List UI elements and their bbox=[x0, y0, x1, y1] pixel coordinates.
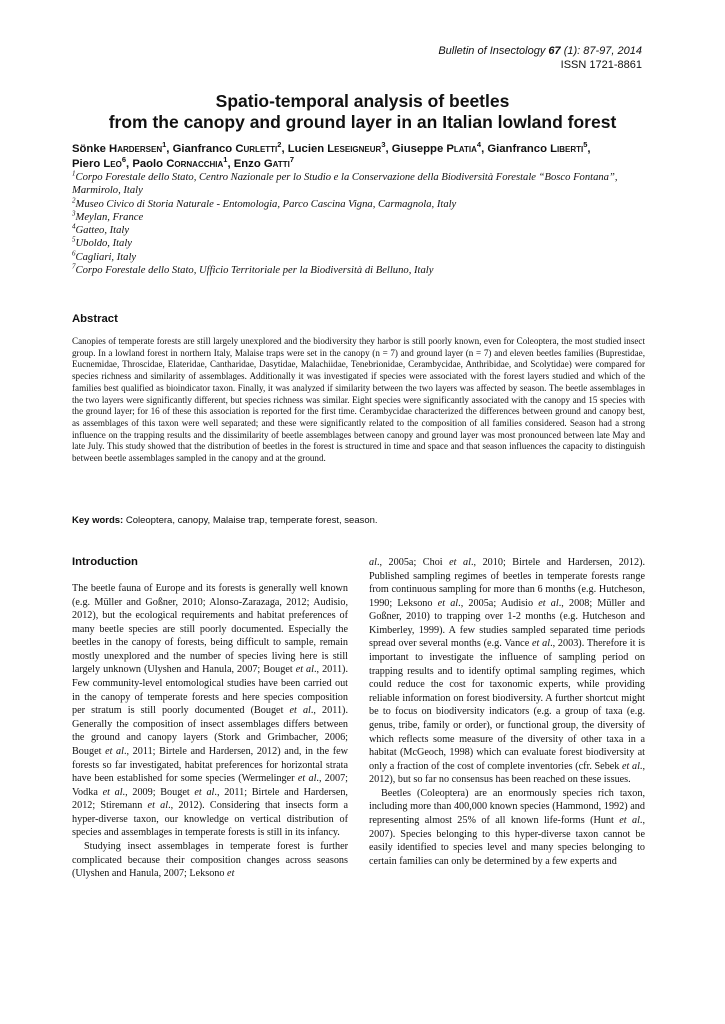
author: Gianfranco Liberti$^5$, bbox=[487, 140, 591, 155]
title-line-2: from the canopy and ground layer in an Italian lowland forest bbox=[108, 112, 617, 132]
affiliation: $^6$Cagliari, Italy bbox=[72, 249, 137, 263]
author-list bbox=[72, 142, 655, 171]
affiliation: $^7$Corpo Forestale dello Stato, Ufficio Territoriale per la Biodiversità di Belluno, Italy bbox=[72, 262, 434, 277]
affiliation: $^5$Uboldo, Italy bbox=[72, 235, 132, 250]
author: Lucien Leseigneur$^3$, bbox=[287, 140, 392, 155]
abstract-heading: Abstract bbox=[72, 313, 118, 325]
keywords: Key words: Coleoptera, canopy, Malaise trap, temperate forest, season. bbox=[72, 515, 378, 526]
affiliations bbox=[72, 171, 643, 277]
issn: ISSN 1721-8861 bbox=[560, 59, 642, 71]
journal-citation: Bulletin of Insectology 67 (1): 87-97, 2014 bbox=[438, 45, 642, 57]
author: Piero Leo$^6$, bbox=[72, 154, 133, 170]
author: Giuseppe Platia$^4$, bbox=[391, 140, 488, 155]
abstract-text: Canopies of temperate forests are still largely unexplored and the biodiversity they harbor is still poorly known, even for Coleoptera, the most studied insect group. In a lowland forest in northern Italy, Malaise traps were set in the canopy (n = 7) and ground layer (n = 7) and eleven beetles families (Buprestidae, Eucnemidae, Throscidae, Elateridae, Cantharidae, Dasytidae, Malachiidae, Tenebrionidae, Cerambycidae, Anthribidae, and Scolytidae) were compared for species richness and similarity of assemblages. Additionally it was investigated if species were associated with the forest layers studied and which of the families best qualified as bioindicator taxon. Finally, it was analyzed if similarity between the two layers was affected by season. The beetle assemblages in the two layers were significantly different, but species richness was similar. Eight species were significantly associated with the canopy and 15 species with the ground layer; for 16 of these this association is reported for the first time. Cerambycidae characterized the differences between ground and canopy best, as assemblages of this taxon were well separated; and these were significantly related to the composition of all families considered. Season had a strong influence on the trapping results and the dissimilarity of beetle assemblages between canopy and ground layer was most pronounced between late May and late July. This study showed that the distribution of beetles in the forest is structured in time and space and that season influences the capacity to distinguish between beetle assemblages sampled in the canopy and at the ground. bbox=[72, 336, 645, 464]
right-column bbox=[369, 556, 645, 868]
author: Paolo Cornacchia$^1$, bbox=[132, 154, 234, 170]
paragraph: Studying insect assemblages in temperate forest is further complicated because their composition changes across seasons (Ulyshen and Hanula, 2007; Leksono et bbox=[72, 840, 348, 880]
journal-header bbox=[438, 44, 642, 72]
affiliation: $^4$Gatteo, Italy bbox=[72, 222, 130, 237]
paragraph: Beetles (Coleoptera) are an enormously species rich taxon, including more than 400,000 known species (Hammond, 1992) and representing almost 25% of all known life-forms (Hunt et al., 2007). Species belonging to this hyper-diverse taxon cannot be easily identified to species level and many species belonging to certain families can only be determined by a few experts and bbox=[369, 787, 645, 867]
affiliation: $^2$Museo Civico di Storia Naturale - Entomologia, Parco Cascina Vigna, Carmagnola, Italy bbox=[72, 196, 457, 210]
paragraph: al., 2005a; Choi et al., 2010; Birtele and Hardersen, 2012). Published sampling regimes of beetles in temperate forests range from continuous sampling for more than 6 months (e.g. Hutcheson, 1990; Leksono et al., 2005a; Audisio et al., 2008; Müller and Goßner, 2010) to trapping over 1-2 months (e.g. Hutcheson and Kimberley, 1999). A few studies sampled separated time periods spread over several months (e.g. Vance et al., 2003). Therefore it is important to investigate the influence of sampling period on trapping results and to identify optimal sampling regimes, which could reduce the cost for taxonomic experts, while providing reliable information on forest biodiversity. A further shortcut might be to focus on biodiversity indicators (e.g. a group of taxa (e.g. genus, tribe, family or order), or functional group, the diversity of which reflects some measure of the diversity of other taxa in a habitat (McGeoch, 1998) which can evaluate forest biodiversity at only a fraction of the cost of complete inventories (cfr. Sebek et al., 2012), but so far no consensus has been reached on these issues. bbox=[369, 557, 646, 786]
paragraph: The beetle fauna of Europe and its forests is generally well known (e.g. Müller and Goßner, 2010; Alonso-Zarazaga, 2012; Audisio, 2012), but the ecological requirements and habitat preferences of many beetle species are still poorly documented. Especially the beetles in the canopy of forests, being difficult to sample, remain mostly unexplored and the number of species living here is still largely unknown (Ulyshen and Hanula, 2007; Bouget et al., 2011). Few community-level entomological studies have been carried out in the canopy of temperate forests and here species composition per stratum is still poorly documented (Bouget et al., 2011). Generally the composition of insect assemblages differs between the ground and canopy layers (Stork and Grimbacher, 2006; Bouget et al., 2011; Birtele and Hardersen, 2012) and, in the few forests so far investigated, habitat preferences for horizontal strata have been established for some species (Wermelinger et al., 2007; Vodka et al., 2009; Bouget et al., 2011; Birtele and Hardersen, 2012; Stiremann et al., 2012). Considering that insects form a hyper-diverse taxon, our knowledge on vertical distribution of species and assemblages in temperate forests is still in its infancy. bbox=[72, 583, 348, 839]
title-line-1: Spatio-temporal analysis of beetles bbox=[215, 91, 510, 111]
affiliation: $^3$Meylan, France bbox=[72, 209, 144, 223]
left-column bbox=[72, 582, 348, 881]
paper-title bbox=[60, 91, 665, 133]
author: Gianfranco Curletti$^2$, bbox=[172, 140, 288, 155]
author: Enzo Gatti$^7$ bbox=[233, 154, 294, 170]
author: Sönke Hardersen$^1$, bbox=[72, 140, 173, 155]
affiliation: $^1$Corpo Forestale dello Stato, Centro Nazionale per lo Studio e la Conservazione della Biodiversità Forestale “Bosco Fontana”, Marmirolo, Italy bbox=[72, 169, 618, 197]
introduction-heading: Introduction bbox=[72, 556, 138, 568]
